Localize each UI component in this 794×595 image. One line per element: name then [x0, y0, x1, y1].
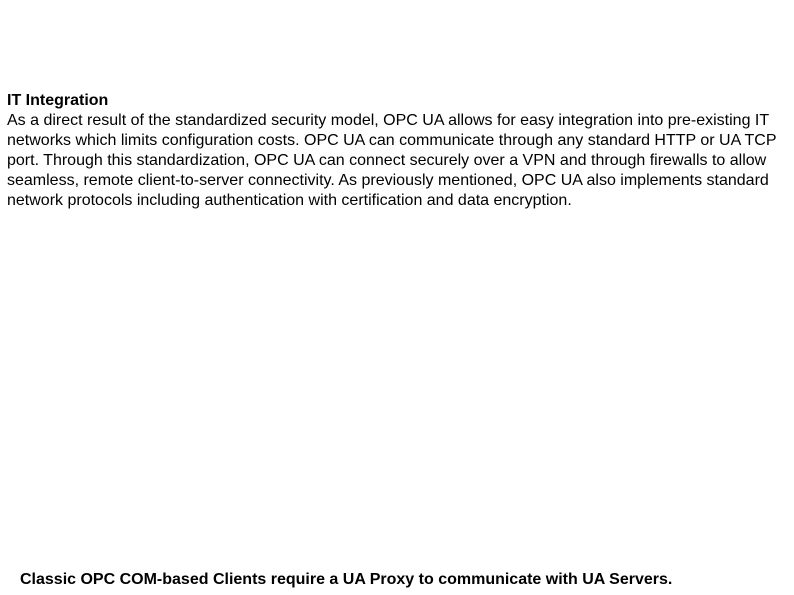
text-section [7, 91, 791, 211]
section-heading: IT Integration [7, 92, 109, 109]
figure-caption: Classic OPC COM-based Clients require a UA Proxy to communicate with UA Servers. [20, 571, 673, 588]
section-body: As a direct result of the standardized security model, OPC UA allows for easy integration into pre-existing IT networks which limits configuration costs. OPC UA can communicate through any standard HTTP or UA TCP port. Through this standardization, OPC UA can connect securely over a VPN and through firewalls to allow seamless, remote client-to-server connectivity. As previously mentioned, OPC UA also implements standard network protocols including authentication with certification and data encryption. [7, 112, 777, 209]
